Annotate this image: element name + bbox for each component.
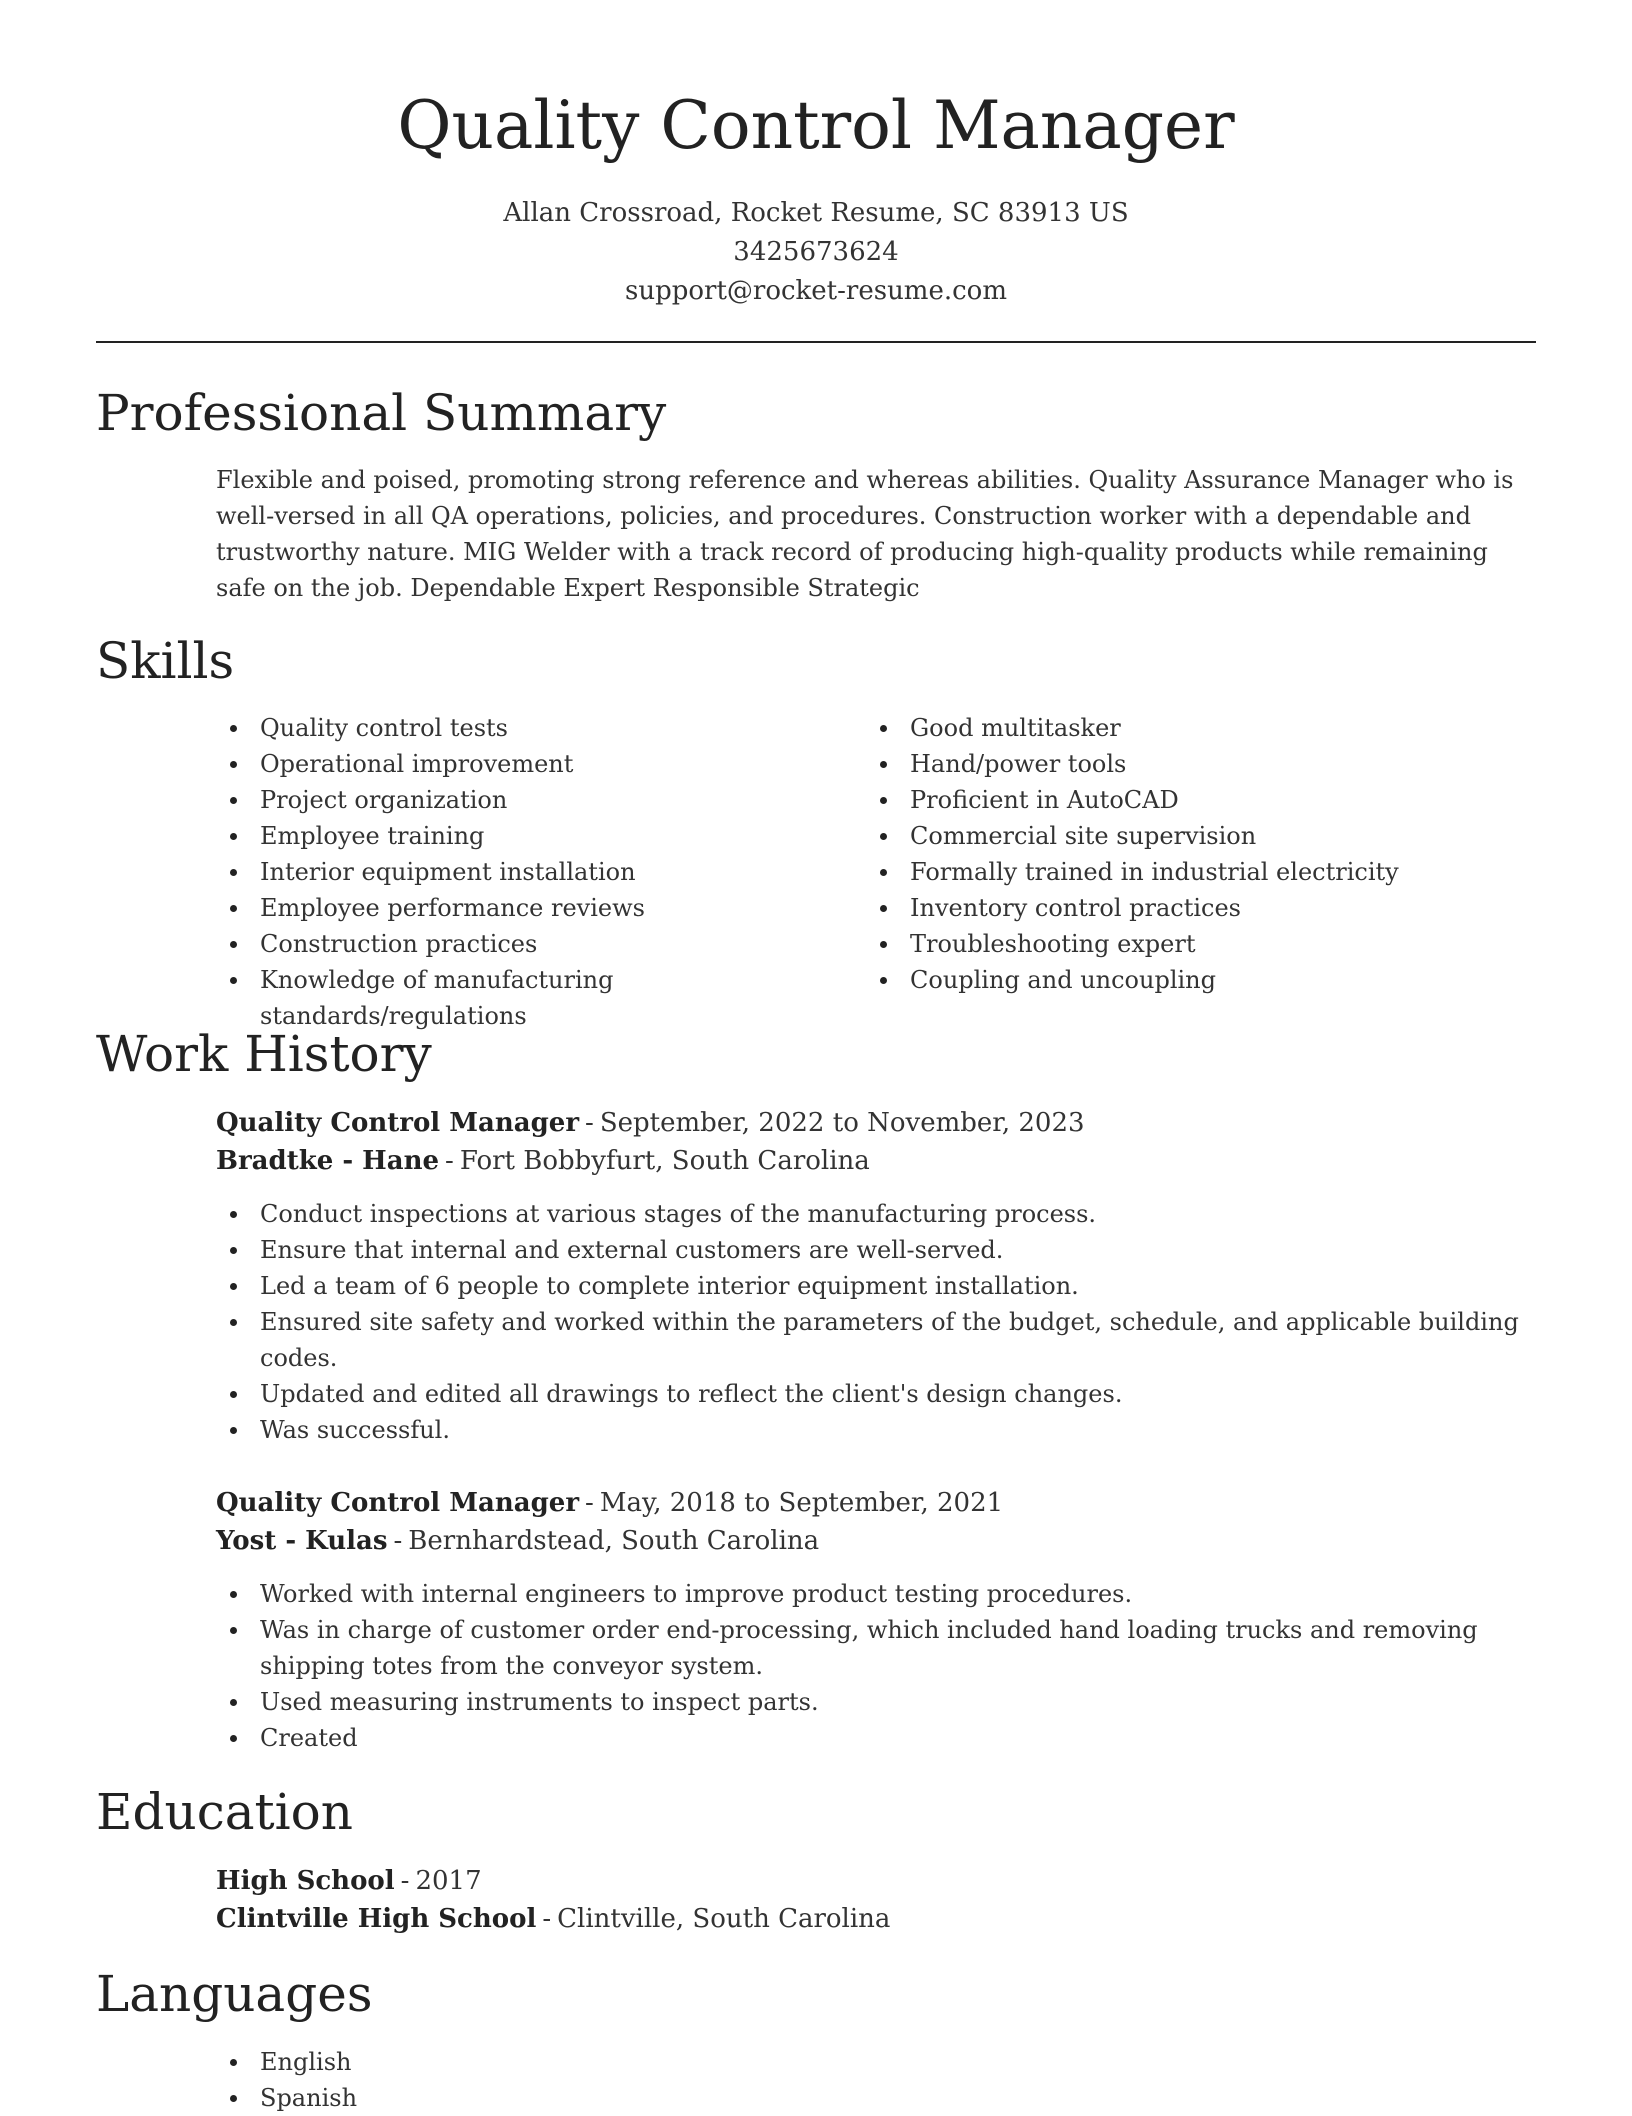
- skill-item: Project organization: [216, 782, 866, 818]
- languages-heading: Languages: [96, 1965, 373, 2023]
- skill-item: Good multitasker: [866, 710, 1516, 746]
- job-bullet: Updated and edited all drawings to reflect the client's design changes.: [216, 1376, 1536, 1412]
- separator: -: [542, 1904, 552, 1934]
- header-divider: [96, 341, 1536, 343]
- resume-header: [96, 80, 1536, 311]
- job-company: Bradtke - Hane: [216, 1146, 440, 1176]
- skill-item: Operational improvement: [216, 746, 866, 782]
- language-item: English: [216, 2044, 1536, 2080]
- job-bullet: Was successful.: [216, 1412, 1536, 1448]
- job-role: Quality Control Manager: [216, 1488, 580, 1518]
- skill-item: Troubleshooting expert: [866, 926, 1516, 962]
- skill-item: Employee training: [216, 818, 866, 854]
- skill-item: Interior equipment installation: [216, 854, 866, 890]
- skills-list-left: [216, 710, 866, 1034]
- summary-text: Flexible and poised, promoting strong reference and whereas abilities. Quality Assurance Manager who is well-versed in all QA operations, policies, and procedures. Construction worker with a dependable and trustworthy nature. MIG Welder with a track record of producing high-quality products while remaining safe on the job. Dependable Expert Responsible Strategic: [216, 466, 1514, 602]
- job-dates: May, 2018 to September, 2021: [599, 1488, 1004, 1518]
- job-dates: September, 2022 to November, 2023: [599, 1108, 1085, 1138]
- job-bullet: Ensure that internal and external customers are well-served.: [216, 1232, 1536, 1268]
- education-heading: Education: [96, 1783, 353, 1841]
- job-bullet: Ensured site safety and worked within the parameters of the budget, schedule, and applicable building codes.: [216, 1304, 1536, 1376]
- job-location: Fort Bobbyfurt, South Carolina: [459, 1146, 870, 1176]
- skill-item: Knowledge of manufacturing standards/regulations: [216, 962, 866, 1034]
- contact-address: Allan Crossroad, Rocket Resume, SC 83913 US: [503, 198, 1129, 228]
- skill-item: Inventory control practices: [866, 890, 1516, 926]
- job-bullet: Used measuring instruments to inspect parts.: [216, 1684, 1536, 1720]
- skill-item: Construction practices: [216, 926, 866, 962]
- skill-item: Commercial site supervision: [866, 818, 1516, 854]
- education-year: 2017: [415, 1866, 482, 1896]
- job-title-line: [216, 1104, 1536, 1142]
- language-item: Spanish: [216, 2080, 1536, 2116]
- job-title-line: [216, 1484, 1536, 1522]
- job-company-line: [216, 1142, 1536, 1180]
- job-location: Bernhardstead, South Carolina: [408, 1526, 820, 1556]
- job-company-line: [216, 1522, 1536, 1560]
- contact-email: support@rocket-resume.com: [624, 276, 1007, 306]
- skills-heading: Skills: [96, 632, 235, 690]
- skill-item: Employee performance reviews: [216, 890, 866, 926]
- education-school-line: [216, 1900, 1536, 1938]
- work-history-heading: Work History: [96, 1025, 432, 1083]
- job-bullets: [216, 1196, 1536, 1448]
- skill-item: Formally trained in industrial electricity: [866, 854, 1516, 890]
- job-company: Yost - Kulas: [216, 1526, 388, 1556]
- education-entry: [216, 1862, 1536, 1938]
- skill-item: Hand/power tools: [866, 746, 1516, 782]
- education-location: Clintville, South Carolina: [557, 1904, 891, 1934]
- separator: -: [585, 1488, 594, 1518]
- job-bullet: Led a team of 6 people to complete interior equipment installation.: [216, 1268, 1536, 1304]
- job-entry: [216, 1484, 1536, 1756]
- skills-list-right: [866, 710, 1516, 998]
- job-bullets: [216, 1576, 1536, 1756]
- education-school: Clintville High School: [216, 1904, 537, 1934]
- languages-list: [216, 2044, 1536, 2116]
- skill-item: Quality control tests: [216, 710, 866, 746]
- contact-phone: 3425673624: [733, 237, 899, 267]
- job-bullet: Was in charge of customer order end-processing, which included hand loading trucks and removing shipping totes from the conveyor system.: [216, 1612, 1536, 1684]
- separator: -: [400, 1866, 410, 1896]
- summary-heading: Professional Summary: [96, 384, 667, 442]
- skills-column-right: [866, 710, 1516, 998]
- job-bullet: Created: [216, 1720, 1536, 1756]
- education-degree-line: [216, 1862, 1536, 1900]
- resume-title: Quality Control Manager: [397, 87, 1235, 164]
- separator: -: [445, 1146, 454, 1176]
- job-role: Quality Control Manager: [216, 1108, 580, 1138]
- skills-column-left: [216, 710, 866, 1034]
- skill-item: Proficient in AutoCAD: [866, 782, 1516, 818]
- skill-item: Coupling and uncoupling: [866, 962, 1516, 998]
- job-bullet: Worked with internal engineers to improve product testing procedures.: [216, 1576, 1536, 1612]
- job-entry: [216, 1104, 1536, 1448]
- separator: -: [393, 1526, 403, 1556]
- job-bullet: Conduct inspections at various stages of the manufacturing process.: [216, 1196, 1536, 1232]
- education-degree: High School: [216, 1866, 395, 1896]
- languages-entry: [216, 2044, 1536, 2116]
- separator: -: [585, 1108, 594, 1138]
